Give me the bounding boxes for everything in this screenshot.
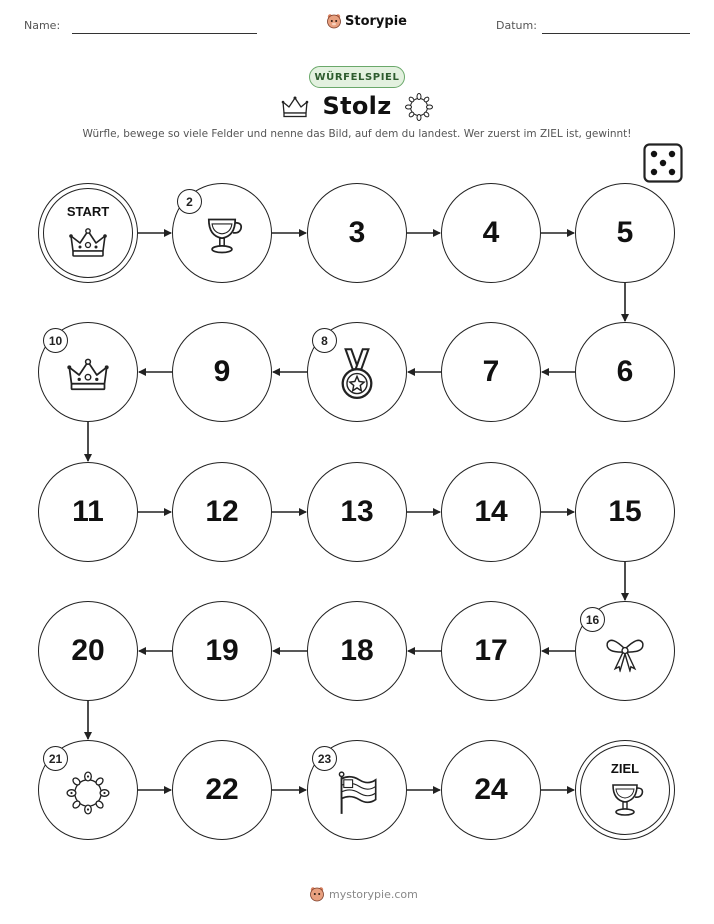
field-number: 18 (340, 634, 374, 667)
board-field-9 (172, 322, 272, 422)
board-field-14 (441, 462, 541, 562)
name-label: Name: (24, 19, 61, 32)
field-number: 12 (205, 495, 239, 528)
field-number: 17 (474, 634, 508, 667)
field-number: 24 (474, 773, 508, 806)
board-field-17 (441, 601, 541, 701)
field-number: 22 (205, 773, 239, 806)
finish-field (575, 740, 675, 840)
finish-caption: ZIEL (610, 761, 640, 776)
field-number: 14 (474, 495, 508, 528)
board-field-21 (38, 740, 138, 840)
page-title: Stolz (322, 92, 392, 120)
field-number-badge: 10 (43, 328, 68, 353)
crown-icon (281, 96, 309, 118)
field-number-badge: 8 (312, 328, 337, 353)
board-field-24 (441, 740, 541, 840)
board-field-11 (38, 462, 138, 562)
field-number-badge: 21 (43, 746, 68, 771)
medal-icon (335, 346, 379, 407)
board-field-4 (441, 183, 541, 283)
field-number: 9 (213, 355, 231, 388)
field-number: 19 (205, 634, 239, 667)
board-field-2 (172, 183, 272, 283)
start-field (38, 183, 138, 283)
field-number: 15 (608, 495, 642, 528)
crown-icon (66, 357, 110, 396)
crown-icon (68, 227, 108, 263)
field-number: 5 (616, 216, 634, 249)
field-number: 11 (72, 495, 104, 528)
game-type-badge: WÜRFELSPIEL (309, 66, 405, 88)
field-number-badge: 16 (580, 607, 605, 632)
field-number: 13 (340, 495, 374, 528)
board-field-15 (575, 462, 675, 562)
laurel-wreath-icon (405, 93, 433, 121)
board-field-23 (307, 740, 407, 840)
board-field-12 (172, 462, 272, 562)
trophy-cup-icon (200, 216, 244, 260)
laurel-wreath-icon (66, 771, 110, 819)
bow-icon (603, 635, 647, 676)
board-field-8 (307, 322, 407, 422)
start-caption: START (66, 204, 110, 219)
flag-icon (335, 770, 379, 820)
footer (309, 886, 418, 902)
board-field-16 (575, 601, 675, 701)
board-field-18 (307, 601, 407, 701)
field-number-badge: 2 (177, 189, 202, 214)
date-label: Datum: (496, 19, 537, 32)
field-number: 20 (71, 634, 105, 667)
board-field-22 (172, 740, 272, 840)
trophy-cup-icon (605, 782, 645, 822)
field-number-badge: 23 (312, 746, 337, 771)
field-number: 7 (482, 355, 500, 388)
board-field-20 (38, 601, 138, 701)
board-field-10 (38, 322, 138, 422)
brand-name: Storypie (345, 13, 407, 29)
board-field-3 (307, 183, 407, 283)
field-number: 3 (348, 216, 366, 249)
board-field-5 (575, 183, 675, 283)
board-field-7 (441, 322, 541, 422)
footer-url: mystorypie.com (329, 887, 418, 901)
storypie-mascot-icon (309, 886, 325, 902)
field-number: 6 (616, 355, 634, 388)
board-field-19 (172, 601, 272, 701)
instructions: Würfle, bewege so viele Felder und nenne das Bild, auf dem du landest. Wer zuerst im ZIEL ist, gewinnt! (82, 128, 632, 140)
board-field-13 (307, 462, 407, 562)
board-field-6 (575, 322, 675, 422)
field-number: 4 (482, 216, 500, 249)
